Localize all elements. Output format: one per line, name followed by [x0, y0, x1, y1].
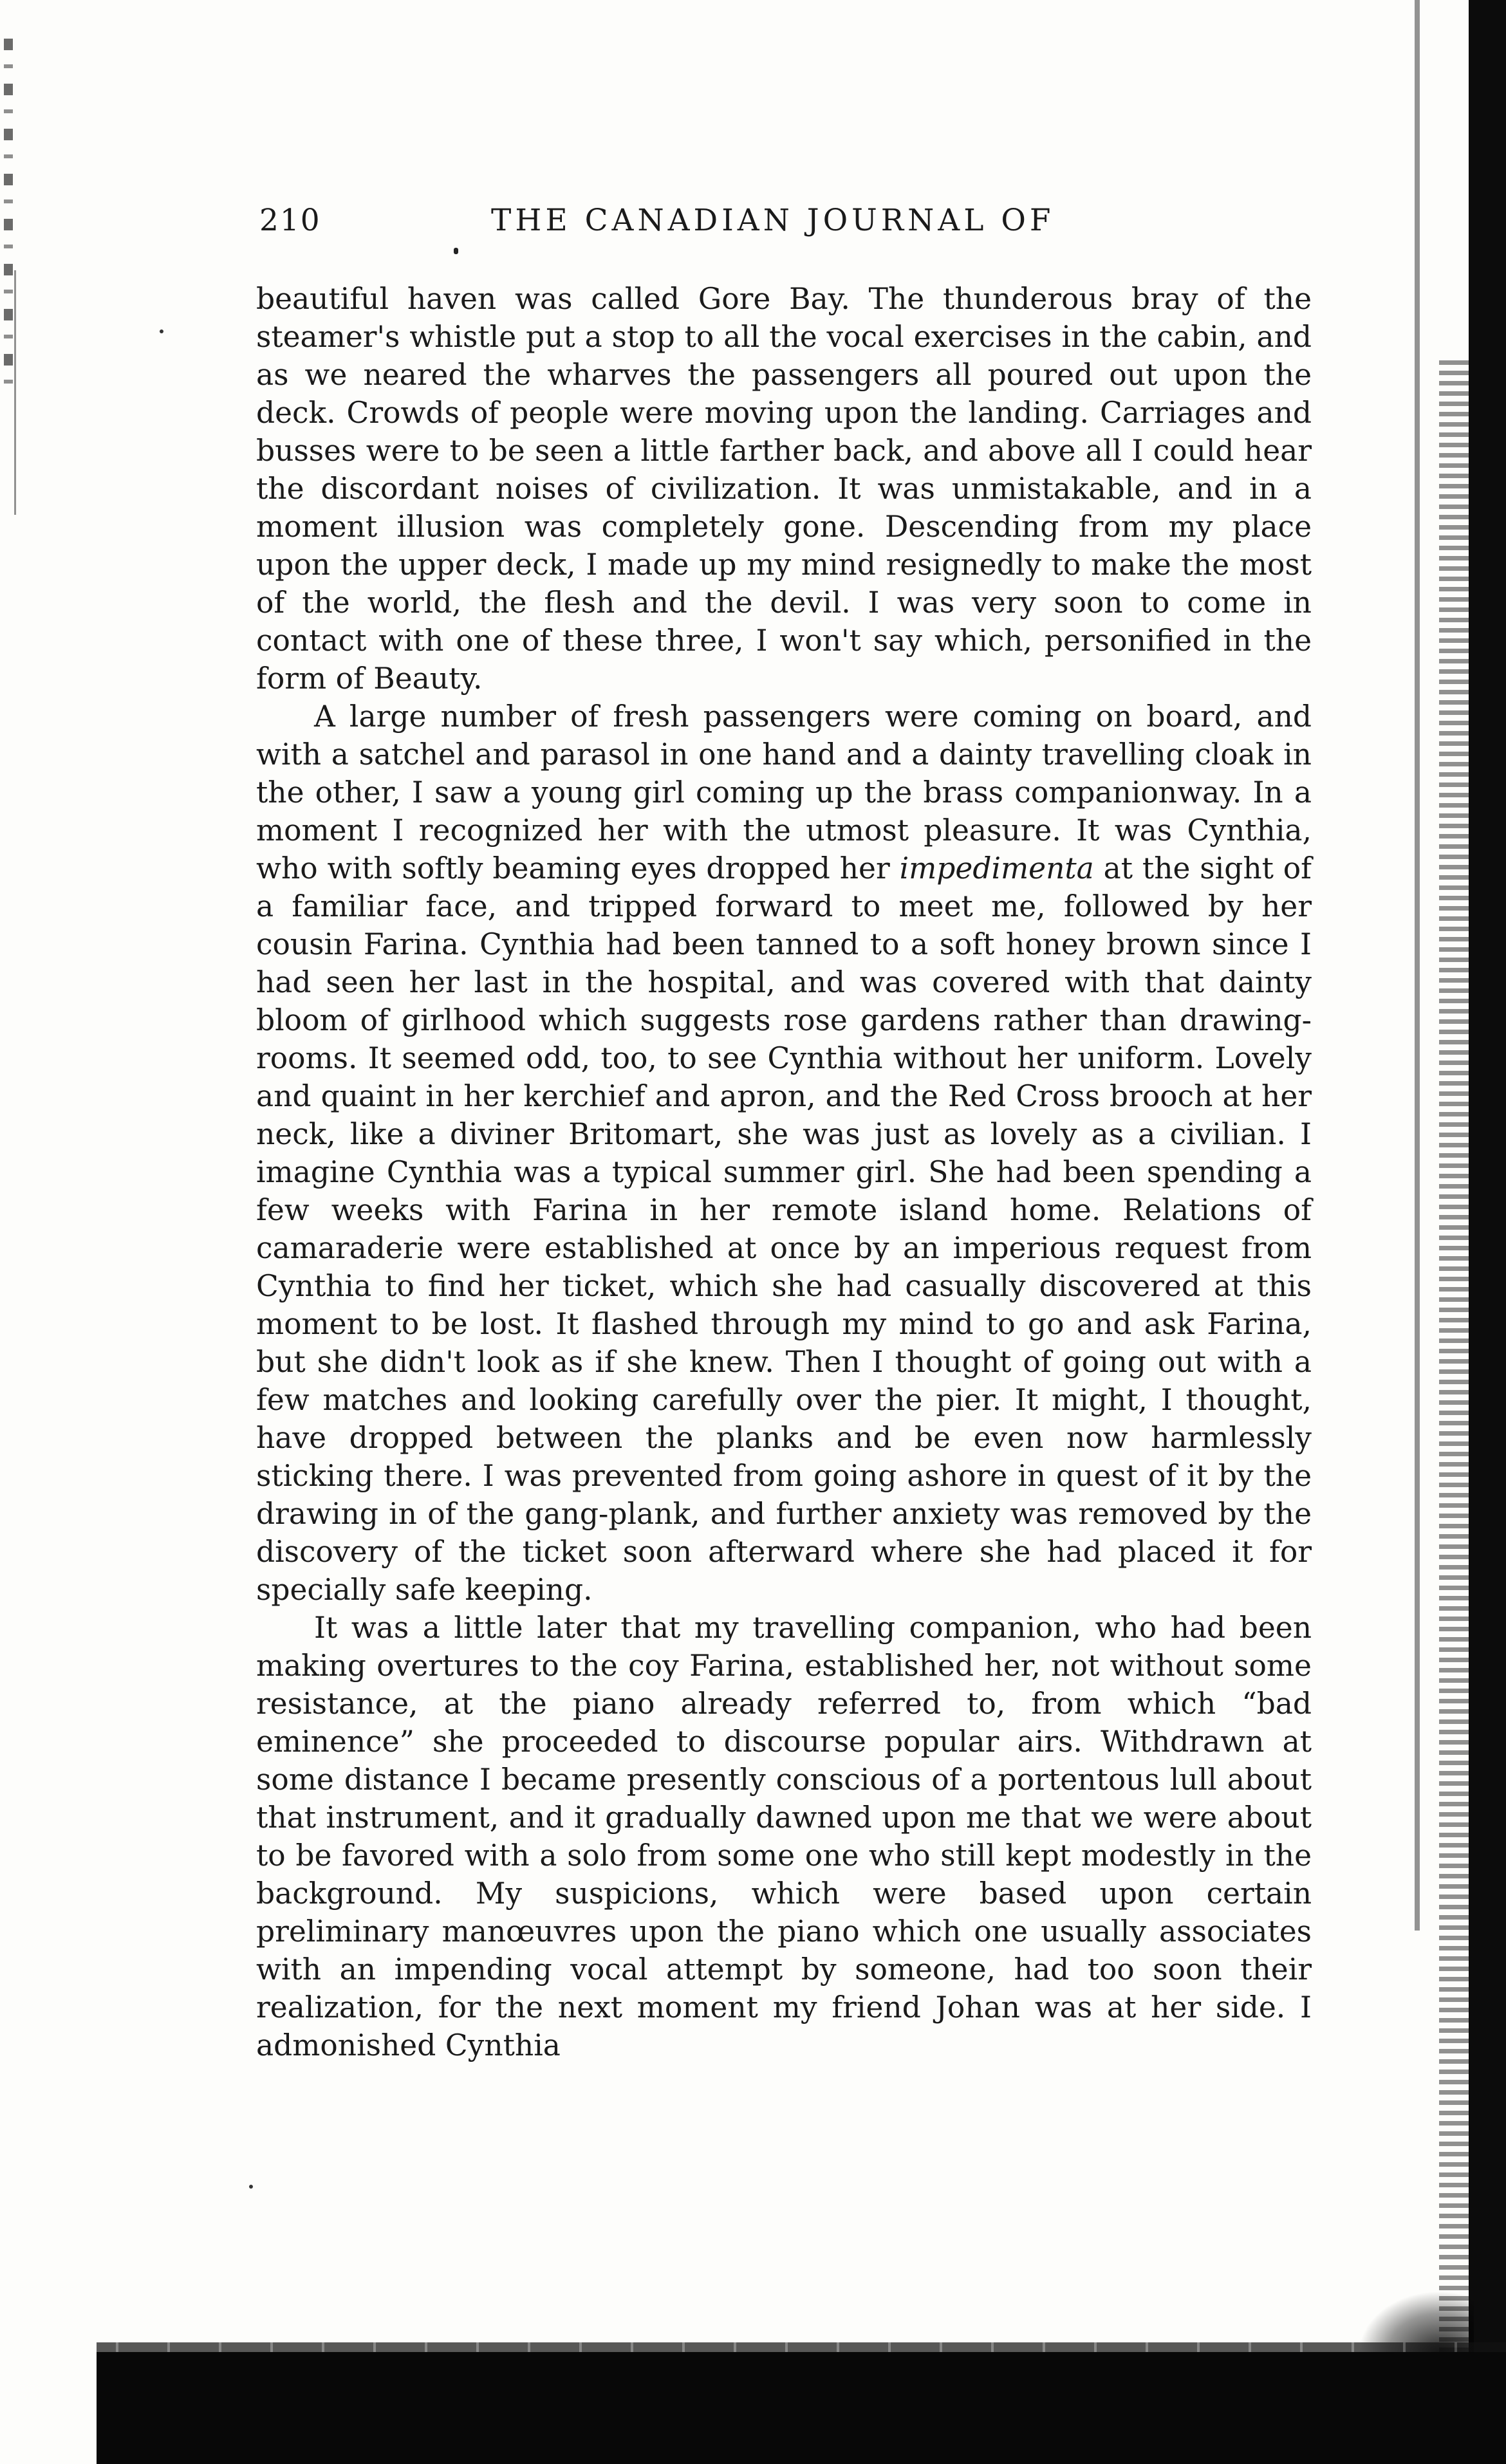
- printer-mark: [454, 248, 458, 254]
- paragraph-text: beautiful haven was called Gore Bay. The thunderous bray of the steamer's whistle put a stop to all the vocal exercises in the cabin, and as we neared the wharves the passengers all poured out upon the deck. Crowds of people were moving upon the landing. Carriages and busses were to be seen a little farther back, and above all I could hear the discordant noises of civilization. It was unmistakable, and in a moment illusion was completely gone. Descending from my place upon the upper deck, I made up my mind resignedly to make the most of the world, the flesh and the devil. I was very soon to come in contact with one of these three, I won't say which, personified in the form of Beauty.: [256, 282, 1312, 696]
- paragraph: [256, 1609, 1312, 2064]
- running-head: THE CANADIAN JOURNAL OF: [491, 203, 1055, 238]
- margin-speck: [249, 2185, 253, 2189]
- margin-speck: [160, 329, 163, 333]
- page-gutter-shadow: [1415, 0, 1420, 1931]
- page-edge-grain: [1439, 360, 1469, 2420]
- body-text: [256, 280, 1312, 2064]
- binding-edge-left: [4, 39, 13, 399]
- paragraph: [256, 280, 1312, 698]
- binding-edge-line: [14, 270, 16, 515]
- scan-border-right: [1469, 0, 1506, 2464]
- italic-term: impedimenta: [899, 851, 1094, 885]
- scan-border-bottom: [97, 2352, 1506, 2464]
- page-number: 210: [259, 203, 321, 238]
- paragraph-text: at the sight of a familiar face, and tripped forward to meet me, followed by her cousin Farina. Cynthia had been tanned to a soft honey brown since I had seen her last in the hospital, and was covered with that dainty bloom of girlhood which suggests rose gardens rather than drawing-rooms. It seemed odd, too, to see Cynthia without her uniform. Lovely and quaint in her kerchief and apron, and the Red Cross brooch at her neck, like a diviner Britomart, she was just as lovely as a civilian. I imagine Cynthia was a typical summer girl. She had been spending a few weeks with Farina in her remote island home. Relations of camaraderie were established at once by an imperious request from Cynthia to find her ticket, which she had casually discovered at this moment to be lost. It flashed through my mind to go and ask Farina, but she didn't look as if she knew. Then I thought of going out with a few matches and looking carefully over the pier. It might, I thought, have dropped between the planks and be even now harmlessly sticking there. I was prevented from going ashore in quest of it by the drawing in of the gang-plank, and further anxiety was removed by the discovery of the ticket soon afterward where she had placed it for specially safe keeping.: [256, 851, 1312, 1607]
- paragraph: [256, 698, 1312, 1609]
- paragraph-text: It was a little later that my travelling companion, who had been making overtures to the coy Farina, established her, not without some resistance, at the piano already referred to, from which “bad eminence” she proceeded to discourse popular airs. Withdrawn at some distance I became presently conscious of a portentous lull about that instrument, and it gradually dawned upon me that we were about to be favored with a solo from some one who still kept modestly in the background. My suspicions, which were based upon certain preliminary manœuvres upon the piano which one usually associates with an impending vocal attempt by someone, had too soon their realization, for the next moment my friend Johan was at her side. I admonished Cynthia: [256, 1611, 1312, 2062]
- page-header: [259, 203, 1289, 248]
- paragraph-text: A large number of fresh passengers were coming on board, and with a satchel and parasol in one hand and a dainty travelling cloak in the other, I saw a young girl coming up the brass companionway. In a moment I recognized her with the utmost pleasure. It was Cynthia, who with softly beaming eyes dropped her: [256, 699, 1312, 885]
